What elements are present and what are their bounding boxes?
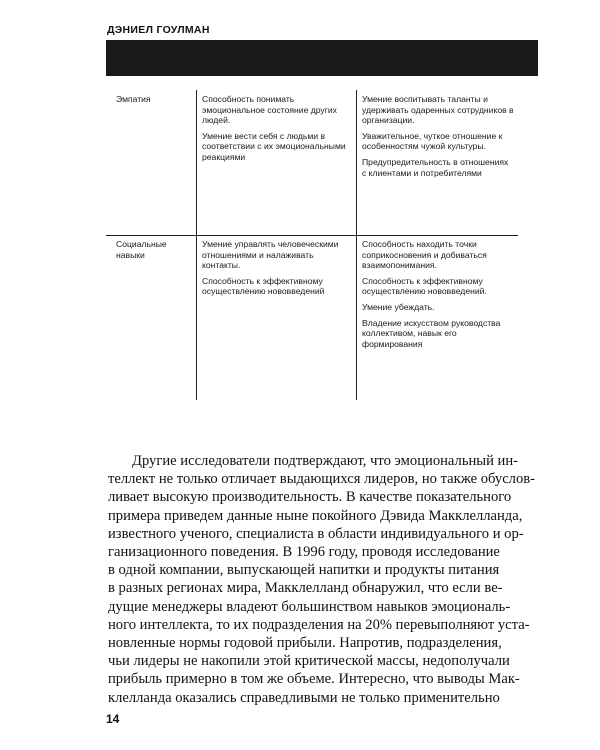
cell-item: Владение искусством руководства коллективом, навык его формирования bbox=[362, 317, 501, 349]
paragraph-line: чьи лидеры не накопили этой критической массы, недополучали bbox=[108, 653, 510, 670]
paragraph-line: ливает высокую производительность. В качестве показательного bbox=[108, 489, 512, 506]
row1-col2-cell bbox=[362, 94, 514, 183]
running-header-author: ДЭНИЕЛ ГОУЛМАН bbox=[107, 24, 210, 36]
cell-item: Умение воспитывать таланты и удерживать одаренных сотрудников в организации. bbox=[362, 94, 514, 126]
paragraph-line: в разных регионах мира, Макклелланд обнаружил, что если ве- bbox=[108, 580, 503, 597]
table-divider-1 bbox=[196, 90, 197, 400]
table-divider-2 bbox=[356, 90, 357, 400]
body-paragraph bbox=[108, 452, 536, 707]
paragraph-line: ного интеллекта, то их подразделения на 20% перевыполняют уста- bbox=[108, 616, 530, 633]
cell-item: Предупредительность в отношениях с клиентами и потребителями bbox=[362, 156, 509, 178]
paragraph-line: теллект не только отличает выдающихся лидеров, но также обуслов- bbox=[108, 471, 536, 488]
row2-col2-cell bbox=[362, 239, 514, 354]
cell-item: Способность к эффективному осуществлению нововведений bbox=[202, 275, 325, 297]
row-category-social-skills: Социальные навыки bbox=[116, 239, 167, 260]
cell-item: Уважительное, чуткое отношение к особенностям чужой культуры. bbox=[362, 130, 503, 152]
cell-item: Способность находить точки соприкосновения и добиваться взаимопонимания. bbox=[362, 239, 487, 271]
paragraph-line: прибыль примерно в том же объеме. Интересно, что выводы Мак- bbox=[108, 671, 520, 688]
paragraph-line: клелланда оказались справедливыми не только применительно bbox=[108, 689, 500, 706]
paragraph-line: ганизационного поведения. В 1996 году, проводя исследование bbox=[108, 544, 500, 561]
row1-col1-cell bbox=[202, 94, 352, 168]
row2-col1-cell bbox=[202, 239, 352, 302]
cell-item: Способность понимать эмоциональное состояние других людей. bbox=[202, 94, 337, 126]
cell-item: Умение вести себя с людьми в соответствии с их эмоциональными реакциями bbox=[202, 130, 346, 162]
row-category-empathy: Эмпатия bbox=[116, 94, 151, 104]
paragraph-line: примера приведем данные ныне покойного Дэвида Макклелланда, bbox=[108, 507, 523, 524]
page-number: 14 bbox=[106, 712, 120, 726]
header-black-bar bbox=[106, 40, 538, 76]
paragraph-line: в одной компании, выпускающей напитки и продукты питания bbox=[108, 562, 500, 579]
paragraph-line: известного ученого, специалиста в области индивидуального и ор- bbox=[108, 525, 524, 542]
competency-table bbox=[106, 90, 518, 400]
cell-item: Умение убеждать. bbox=[362, 301, 435, 312]
paragraph-line: дущие менеджеры владеют большинством навыков эмоциональ- bbox=[108, 598, 511, 615]
table-row-separator bbox=[106, 235, 518, 236]
cell-item: Умение управлять человеческими отношениями и налаживать контакты. bbox=[202, 239, 339, 271]
cell-item: Способность к эффективному осуществлению нововведений. bbox=[362, 275, 487, 297]
paragraph-line: Другие исследователи подтверждают, что эмоциональный ин- bbox=[132, 453, 519, 469]
paragraph-line: новленные нормы годовой прибыли. Напротив, подразделения, bbox=[108, 635, 502, 652]
